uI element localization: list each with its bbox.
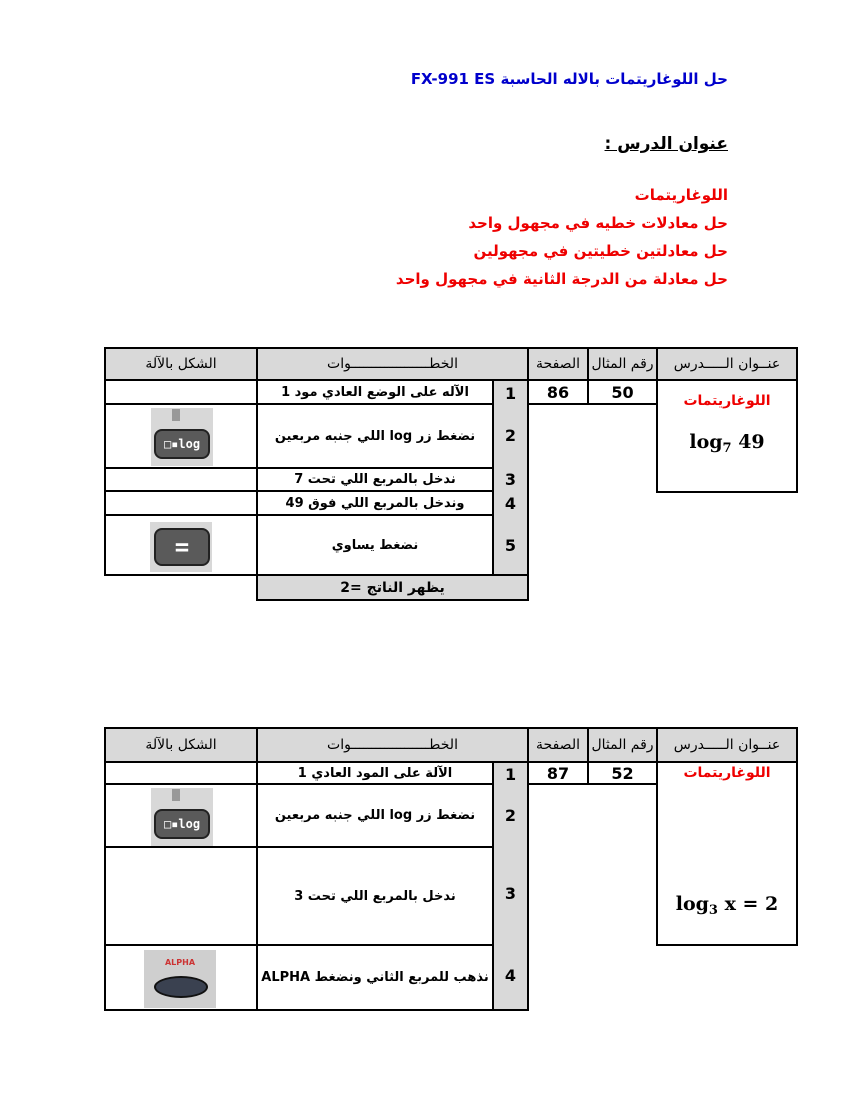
step-number: 3 <box>504 884 517 903</box>
math-rest: x = 2 <box>717 893 779 915</box>
header-example-number: رقم المثال <box>587 727 658 763</box>
math-log: log <box>689 431 723 453</box>
step-text: ندخل بالمربع اللي تحت 3 <box>256 846 494 946</box>
step-text: نضغط زر log اللي جنبه مربعين <box>256 403 494 469</box>
lesson-heading: عنوان الدرس : <box>604 134 728 154</box>
header-page: الصفحة <box>527 347 589 381</box>
shape-cell <box>104 490 258 516</box>
step-text: ندخل بالمربع اللي تحت 7 <box>256 467 494 492</box>
header-page: الصفحة <box>527 727 589 763</box>
header-steps: الخطـــــــــــــــــــوات <box>256 727 529 763</box>
topic-4: حل معادلة من الدرجة الثانية في مجهول واحد <box>395 270 728 288</box>
step-text: الآله على الوضع العادي مود 1 <box>256 379 494 405</box>
math-expression <box>676 893 779 918</box>
step-number: 4 <box>504 966 517 985</box>
topic-3: حل معادلتين خطيتين في مجهولين <box>473 242 728 260</box>
math-base: 7 <box>722 441 732 456</box>
page-number: 86 <box>527 379 589 405</box>
step-text: الآلة على المود العادي 1 <box>256 761 494 785</box>
shape-cell <box>104 783 258 848</box>
header-steps: الخطـــــــــــــــــــوات <box>256 347 529 381</box>
header-calculator-shape: الشكل بالآلة <box>104 727 258 763</box>
step-text: نذهب للمربع الثاني ونضغط ALPHA <box>256 944 494 1011</box>
shape-cell <box>104 514 258 576</box>
shape-cell <box>104 403 258 469</box>
topic-1: اللوغاريتمات <box>634 186 728 204</box>
step-text: نضغط زر log اللي جنبه مربعين <box>256 783 494 848</box>
page-number: 87 <box>527 761 589 785</box>
step-text: وندخل بالمربع اللي فوق 49 <box>256 490 494 516</box>
lesson-title-text: اللوغاريتمات <box>683 393 771 409</box>
math-log: log <box>675 893 709 915</box>
math-base: 3 <box>708 903 718 918</box>
shape-cell <box>104 467 258 492</box>
log-key-icon: log▪□ <box>154 809 210 839</box>
alpha-key-icon <box>154 976 208 998</box>
step-number: 2 <box>504 806 517 825</box>
shape-cell <box>104 846 258 946</box>
log-key-icon: log▪□ <box>154 429 210 459</box>
header-example-number: رقم المثال <box>587 347 658 381</box>
step-number: 2 <box>504 426 517 445</box>
step-number: 5 <box>504 536 517 555</box>
header-lesson-title: عنــوان الـــــدرس <box>656 727 798 763</box>
header-calculator-shape: الشكل بالآلة <box>104 347 258 381</box>
example-number: 52 <box>587 761 658 785</box>
alpha-key-label: ALPHA <box>164 958 196 967</box>
step-text: نضغط يساوي <box>256 514 494 576</box>
step-number: 4 <box>504 494 517 513</box>
lesson-title-cell <box>656 761 798 946</box>
header-lesson-title: عنــوان الـــــدرس <box>656 347 798 381</box>
result-text: يظهر الناتج =2 <box>256 574 529 601</box>
shape-cell <box>104 944 258 1011</box>
math-rest: 49 <box>731 431 765 453</box>
step-number: 1 <box>492 761 529 785</box>
shape-cell <box>104 379 258 405</box>
step-number: 3 <box>504 470 517 489</box>
document-title: حل اللوغاريتمات بالاله الحاسبة FX-991 ES <box>410 70 728 88</box>
shape-cell <box>104 761 258 785</box>
topic-2: حل معادلات خطيه في مجهول واحد <box>468 214 728 232</box>
lesson-title-text: اللوغاريتمات <box>683 765 771 781</box>
step-number: 1 <box>492 379 529 405</box>
example-number: 50 <box>587 379 658 405</box>
math-expression <box>689 431 764 456</box>
equals-key-icon: = <box>154 528 210 566</box>
lesson-title-cell <box>656 379 798 493</box>
